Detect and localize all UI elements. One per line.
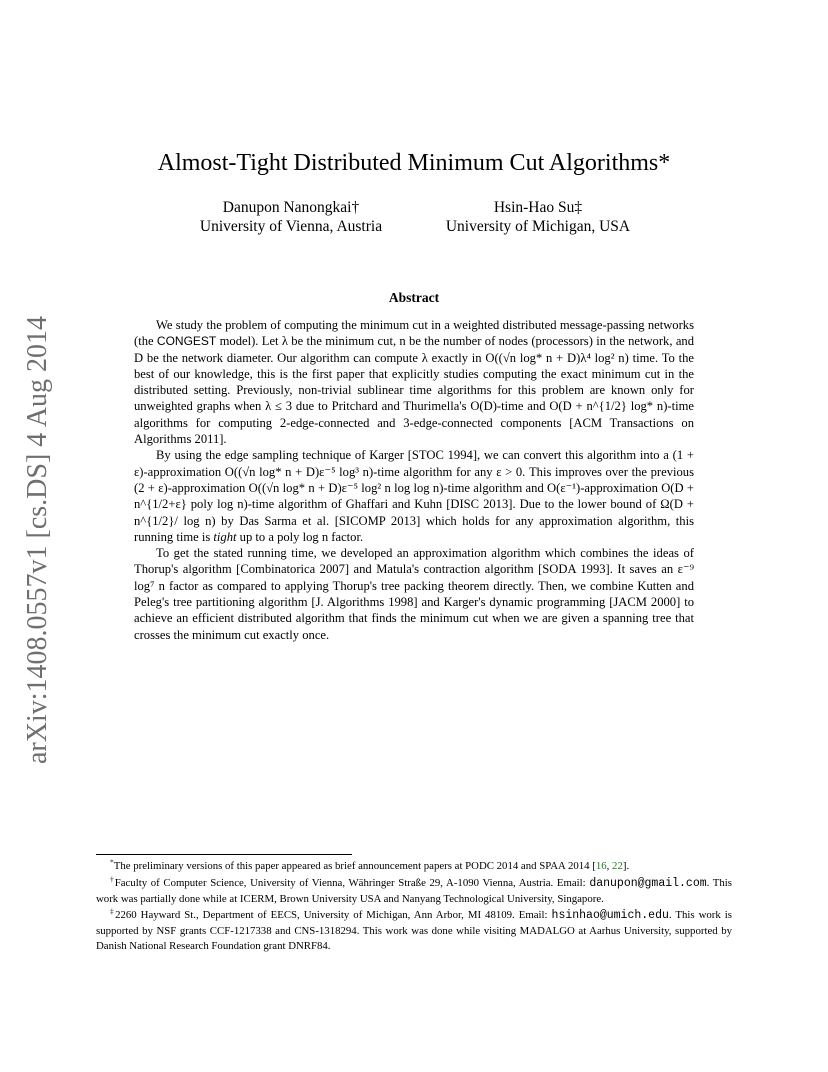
author-block-1: [160, 198, 422, 236]
abstract-body: [134, 317, 694, 643]
author-block-2: [418, 198, 658, 236]
author-email: danupon@gmail.com: [589, 876, 707, 890]
footnote-mark: ‡: [110, 906, 116, 916]
footnotes: [96, 859, 732, 956]
footnote-mark: †: [110, 874, 115, 884]
abstract-heading: Abstract: [388, 290, 440, 305]
abstract-p1-text-b: model). Let λ be the minimum cut, n be the number of nodes (processors) in the network, and D be the network diameter. Our algorithm can compute λ exactly in O((√n log* n + D)λ⁴ log² n) time. To the best of our knowledge, this is the first paper that explicitly studies computing the exact minimum cut in the distributed setting. Previously, non-trivial sublinear time algorithms for this problem are known only for unweighted graphs when λ ≤ 3 due to Pritchard and Thurimella's O(D)-time and O(D + n^{1/2} log* n)-time algorithms for computing 2-edge-connected and 3-edge-connected components [ACM Transactions on Algorithms 2011].: [134, 334, 695, 447]
arxiv-sidebar-stamp: [8, 316, 68, 764]
footnote-divider: [96, 854, 352, 855]
author-name: Hsin-Hao Su‡: [493, 199, 583, 216]
author-email: hsinhao@umich.edu: [551, 909, 669, 923]
paper-title: Almost-Tight Distributed Minimum Cut Algorithms*: [157, 150, 671, 176]
footnote-text: . This work is supported by NSF grants CCF-1217338 and CNS-1318294. This work was done while visiting MADALGO at Aarhus University, supported by Danish National Research Foundation grant DNRF84.: [96, 909, 732, 952]
footnote-dagger: [96, 876, 732, 907]
citation-link[interactable]: 16: [595, 860, 607, 872]
footnote-text: ].: [622, 860, 630, 872]
footnote-text: The preliminary versions of this paper appeared as brief announcement papers at PODC 2014 and SPAA 2014 [: [113, 860, 596, 872]
citation-link[interactable]: 22: [612, 860, 623, 872]
abstract-p2-text-a: By using the edge sampling technique of Karger [STOC 1994], we can convert this algorithm into a (1 + ε)-approximation O((√n log* n + D)ε⁻⁵ log³ n)-time algorithm for any ε > 0. This improves over the previous (2 + ε)-approximation O((√n log* n + D)ε⁻⁵ log² n log log n)-time algorithm and O(ε⁻¹)-approximation O(D + n^{1/2+ε} poly log n)-time algorithm of Ghaffari and Kuhn [DISC 2013]. Due to the lower bound of Ω(D + n^{1/2}/ log n) by Das Sarma et al. [SICOMP 2013] which holds for any approximation algorithm, this running time is: [134, 448, 694, 544]
footnote-mark: *: [110, 857, 114, 867]
footnote-text: Faculty of Computer Science, University of Vienna, Währinger Straße 29, A-1090 Vienna, Austria. Email:: [114, 876, 590, 889]
abstract-paragraph-2: [134, 447, 694, 545]
author-affiliation: University of Michigan, USA: [445, 218, 631, 235]
abstract-p2-text-b: up to a poly log n factor.: [236, 529, 364, 544]
author-name: Danupon Nanongkai†: [222, 199, 360, 216]
footnote-text: 2260 Hayward St., Department of EECS, University of Michigan, Ann Arbor, MI 48109. Email:: [115, 909, 552, 922]
arxiv-identifier: arXiv:1408.0557v1 [cs.DS] 4 Aug 2014: [22, 316, 53, 764]
footnote-ddagger: [96, 908, 732, 953]
emphasis-tight: tight: [213, 529, 237, 544]
congest-model-term: CONGEST: [156, 334, 217, 349]
footnote-text: . This work was partially done while at ICERM, Brown University USA and Nanyang Technological University, Singapore.: [96, 876, 732, 905]
footnote-star: [96, 859, 732, 874]
abstract-paragraph-1: [134, 317, 694, 447]
citation-separator: ,: [606, 860, 613, 872]
author-affiliation: University of Vienna, Austria: [199, 218, 383, 235]
abstract-paragraph-3: To get the stated running time, we developed an approximation algorithm which combines the ideas of Thorup's algorithm [Combinatorica 2007] and Matula's contraction algorithm [SODA 1993]. It saves an ε⁻⁹ log⁷ n factor as compared to applying Thorup's tree packing theorem directly. Then, we combine Kutten and Peleg's tree partitioning algorithm [J. Algorithms 1998] and Karger's dynamic programming [JACM 2000] to achieve an efficient distributed algorithm that finds the minimum cut when we are given a spanning tree that crosses the minimum cut exactly once.: [134, 546, 694, 642]
abstract-p1-text-a: We study the problem of computing the minimum cut in a weighted distributed message-passing networks (the: [134, 318, 694, 349]
